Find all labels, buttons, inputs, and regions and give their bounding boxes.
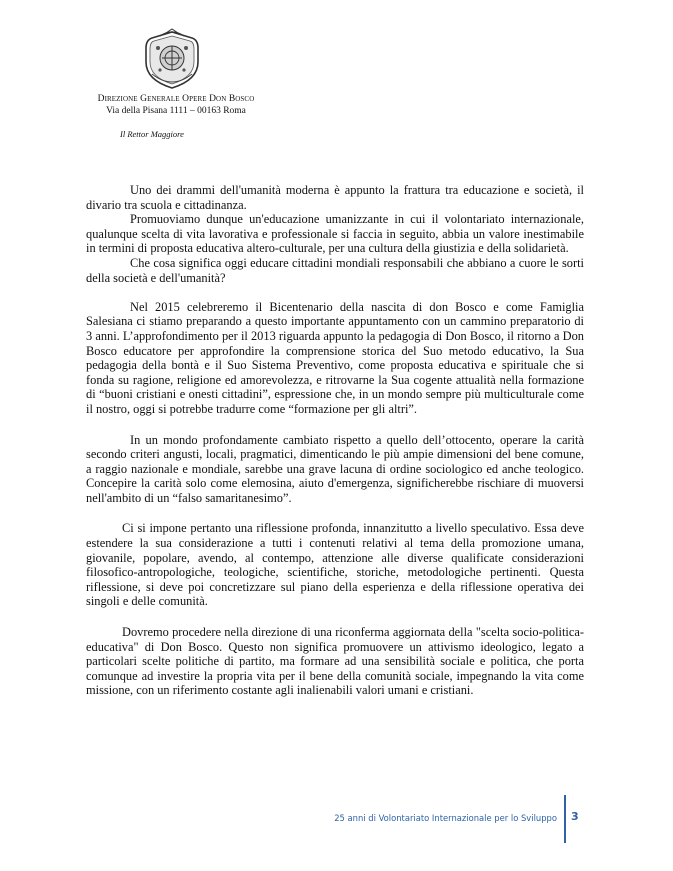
body-paragraph: Ci si impone pertanto una riflessione profonda, innanzitutto a livello speculativo. Essa deve estendere la sua considerazione a tutti i contenuti relativi al tema della promozione umana, giovanile, popolare, avendo, al contempo, attenzione alle diverse qualificate considerazioni filosofico-antropologiche, teologiche, scientifiche, storiche, metodologiche pertinenti. Questa riflessione, si deve poi concretizzare sul piano della esperienza e della riflessione operativa dei singoli e delle comunità.: [86, 521, 584, 609]
letter-body: [86, 183, 584, 698]
body-paragraph: Che cosa significa oggi educare cittadini mondiali responsabili che abbiano a cuore le sorti della società e dell'umanità?: [86, 255, 584, 285]
organization-name: Direzione Generale Opere Don Bosco: [97, 94, 255, 104]
footer-divider: [564, 795, 566, 843]
salesian-coat-of-arms-icon: [140, 28, 204, 92]
body-paragraph: Uno dei drammi dell'umanità moderna è appunto la frattura tra educazione e società, il divario tra scuola e cittadinanza.: [86, 183, 584, 212]
signatory-role: Il Rettor Maggiore: [120, 129, 184, 139]
body-paragraph: In un mondo profondamente cambiato rispetto a quello dell’ottocento, operare la carità secondo criteri angusti, locali, pragmatici, dimenticando le più ampie dimensioni del bene comune, a raggio nazionale e mondiale, sarebbe una grave lacuna di ordine sociologico ed anche teologico. Concepire la carità solo come elemosina, aiuto d'emergenza, significherebbe rischiare di muoversi nell'ambito di un “falso samaritanesimo”.: [86, 432, 584, 505]
page-number: 3: [571, 810, 579, 823]
body-paragraph: Promuoviamo dunque un'educazione umanizzante in cui il volontariato internazionale, qualunque scelta di vita lavorativa e professionale si faccia in seguito, abbia un valore inestimabile in termini di proposta educativa altero-culturale, per una cultura della giustizia e della solidarietà.: [86, 212, 584, 256]
body-paragraph: Dovremo procedere nella direzione di una riconferma aggiornata della "scelta socio-politica-educativa" di Don Bosco. Questo non significa promuovere un attivismo ideologico, legato a particolari scelte politiche di partito, ma formare ad una sensibilità sociale e politica, che porta comunque ad investire la propria vita per il bene della comunità sociale, impegnando la vita come missione, con un riferimento costante agli inalienabili valori umani e cristiani.: [86, 625, 584, 698]
organization-address: Via della Pisana 1111 – 00163 Roma: [106, 106, 246, 116]
footer-title: 25 anni di Volontariato Internazionale per lo Sviluppo: [334, 813, 557, 823]
body-paragraph: Nel 2015 celebreremo il Bicentenario della nascita di don Bosco e come Famiglia Salesiana ci stiamo preparando a questo importante appuntamento con un cammino preparatorio di 3 anni. L’approfondimento per il 2013 riguarda appunto la pedagogia di Don Bosco, il ritorno a Don Bosco educatore per approfondire la comprensione storica del Suo metodo educativo, la Sua pedagogia della bontà e il Suo Sistema Preventivo, come proposta educativa e spirituale che si fonda su ragione, religione ed amorevolezza, e ritrovarne la Sua cogente attualità nella formazione di “buoni cristiani e onesti cittadini”, espressione che, in un mondo sempre più multiculturale come il nostro, oggi si potrebbe tradurre come “formazione per gli altri”.: [86, 299, 584, 416]
